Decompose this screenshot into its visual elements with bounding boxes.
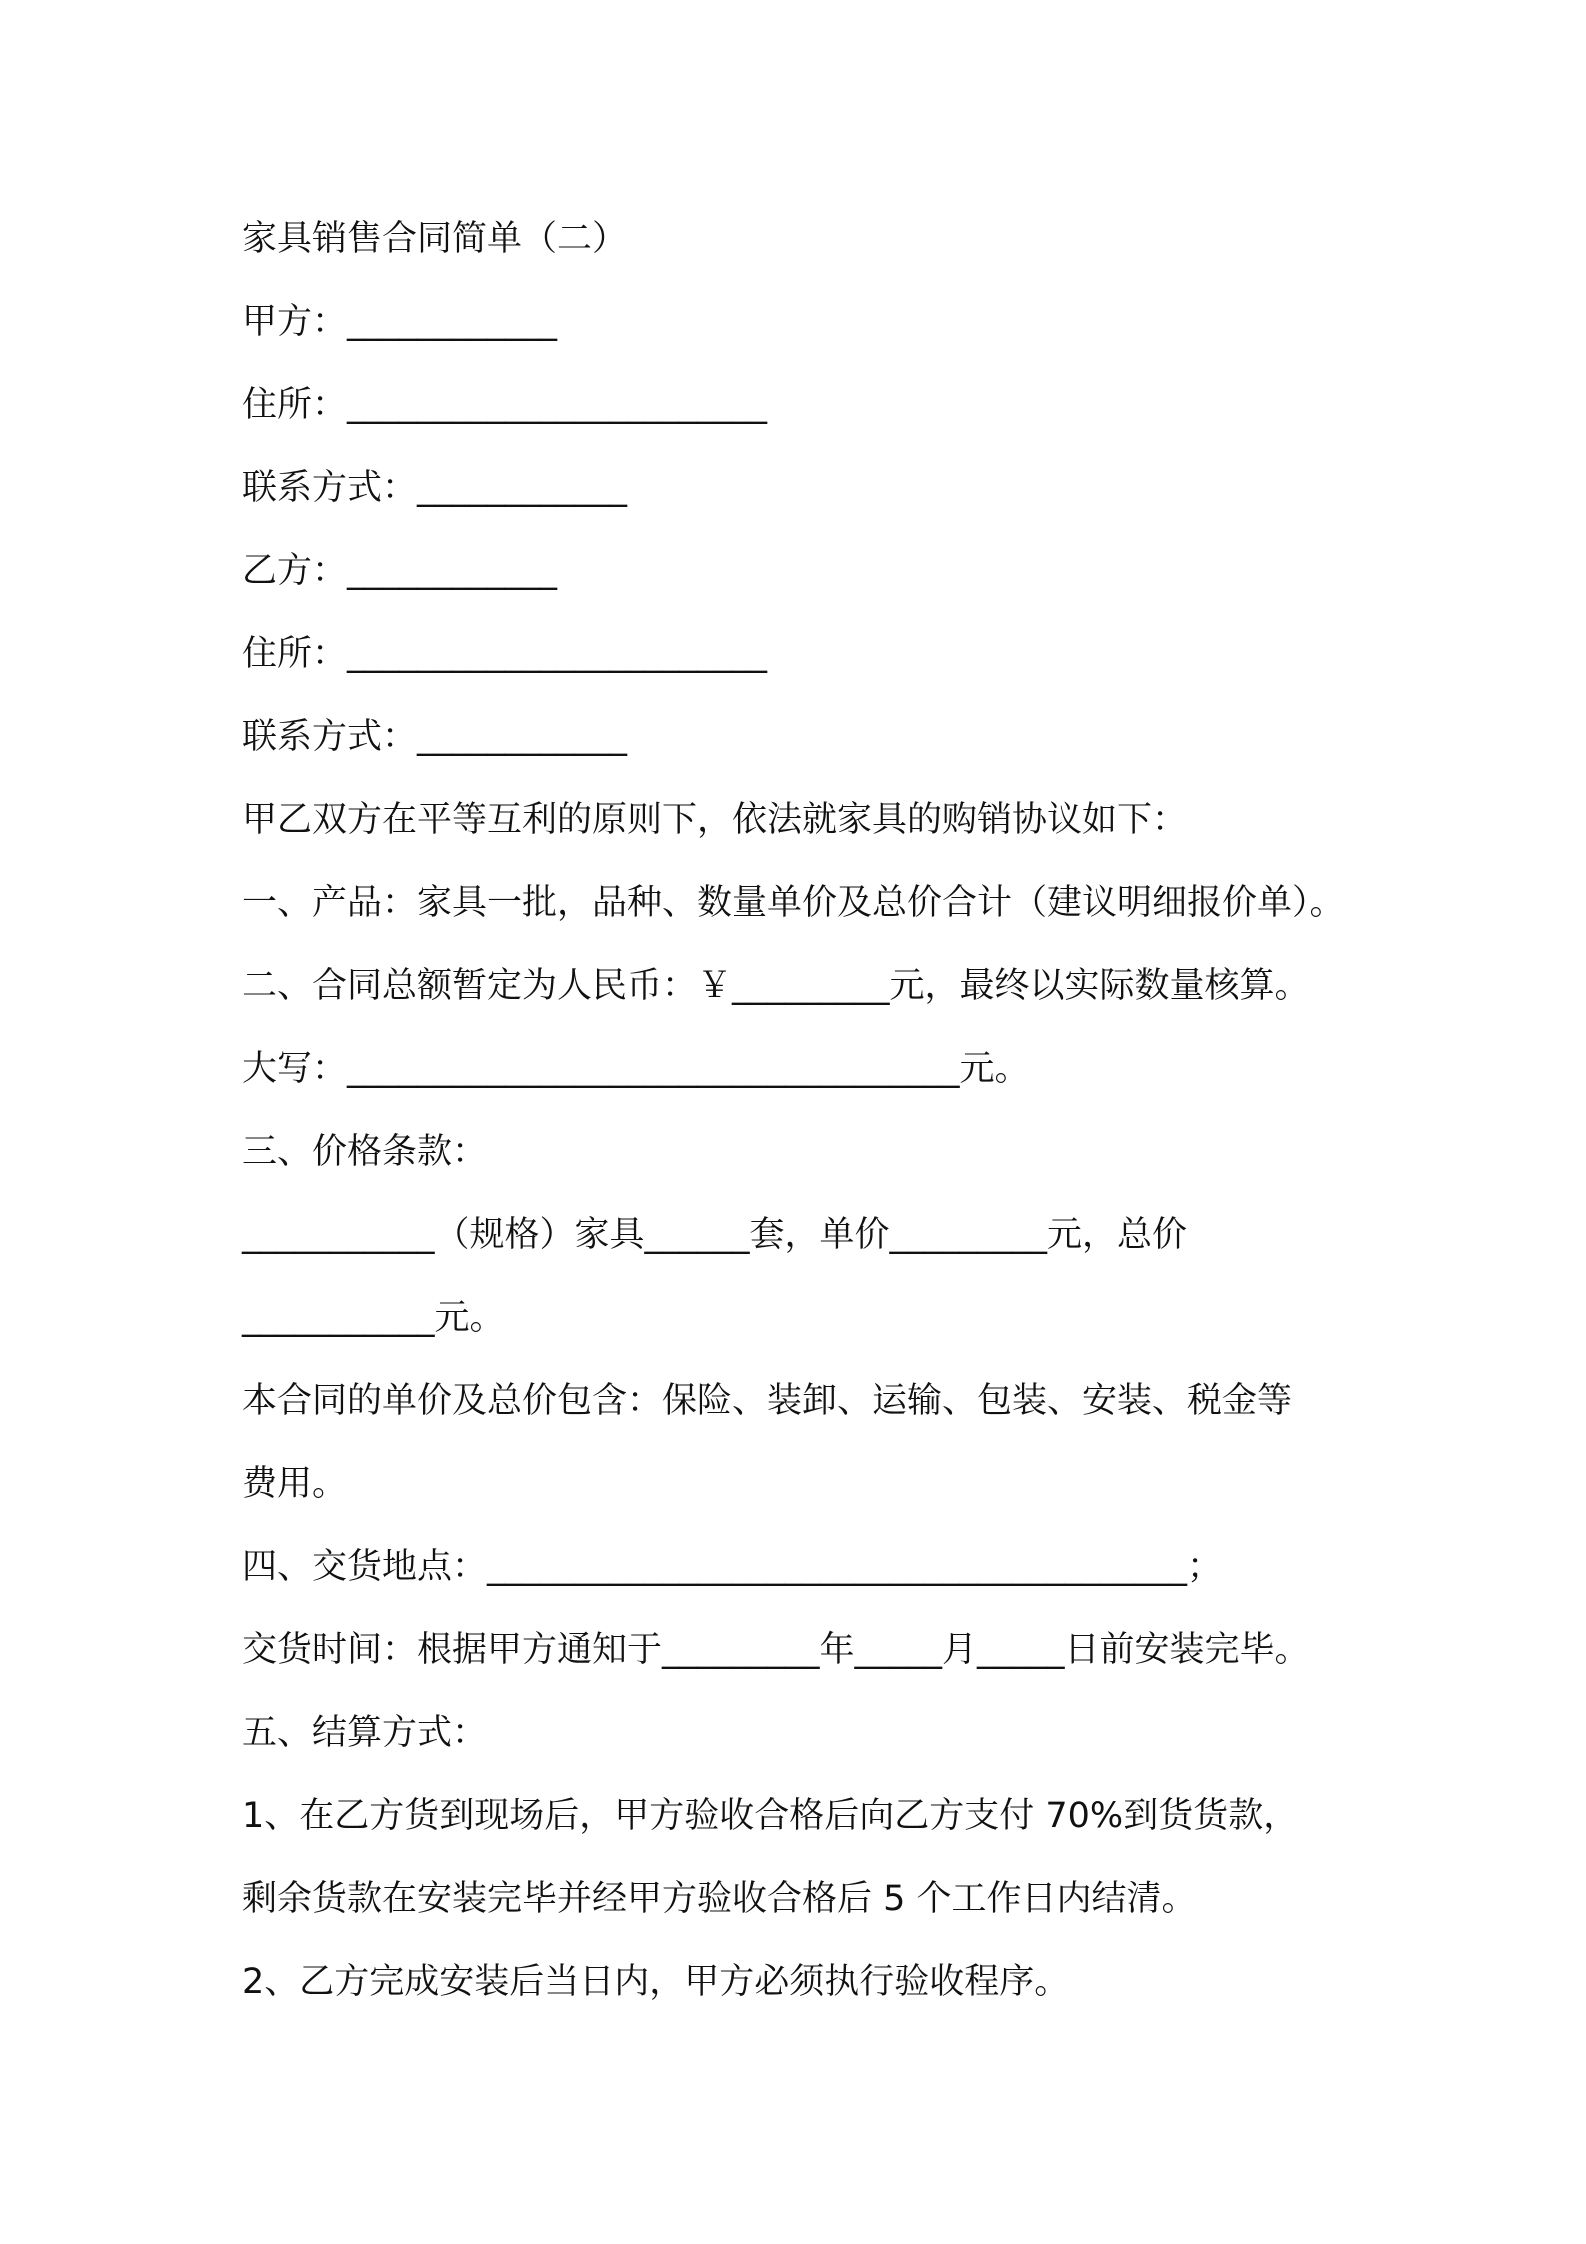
price-total-line: ___________元。: [242, 1298, 505, 1338]
price-spec-line: ___________（规格）家具______套，单价_________元，总价: [242, 1215, 1188, 1255]
price-includes-line-cont: 费用。: [242, 1464, 348, 1504]
party-a-contact-line: 联系方式：____________: [242, 468, 628, 508]
settlement-item-1: 1、在乙方货到现场后，甲方验收合格后向乙方支付 70%到货货款，: [242, 1796, 1299, 1836]
agreement-intro: 甲乙双方在平等互利的原则下，依法就家具的购销协议如下：: [242, 800, 1188, 840]
amount-in-words-line: 大写：___________________________________元。: [242, 1049, 1030, 1089]
clause-price-heading: 三、价格条款：: [242, 1132, 488, 1172]
price-includes-line: 本合同的单价及总价包含：保险、装卸、运输、包装、安装、税金等: [242, 1381, 1293, 1421]
party-b-address-line: 住所：________________________: [242, 634, 768, 674]
party-b-line: 乙方：____________: [242, 551, 558, 591]
clause-delivery-place: 四、交货地点：________________________________________；: [242, 1547, 1223, 1587]
document-title: 家具销售合同简单（二）: [242, 219, 628, 259]
delivery-time-line: 交货时间：根据甲方通知于_________年_____月_____日前安装完毕。: [242, 1630, 1310, 1670]
clause-settlement-heading: 五、结算方式：: [242, 1713, 488, 1753]
party-a-address-line: 住所：________________________: [242, 385, 768, 425]
party-b-contact-line: 联系方式：____________: [242, 717, 628, 757]
settlement-item-1-cont: 剩余货款在安装完毕并经甲方验收合格后 5 个工作日内结清。: [242, 1879, 1197, 1919]
settlement-item-2: 2、乙方完成安装后当日内，甲方必须执行验收程序。: [242, 1962, 1070, 2002]
document-body: [242, 198, 1392, 2024]
clause-product: 一、产品：家具一批，品种、数量单价及总价合计（建议明细报价单）。: [242, 883, 1345, 923]
party-a-line: 甲方：____________: [242, 302, 558, 342]
clause-total-amount: 二、合同总额暂定为人民币：￥_________元，最终以实际数量核算。: [242, 966, 1310, 1006]
